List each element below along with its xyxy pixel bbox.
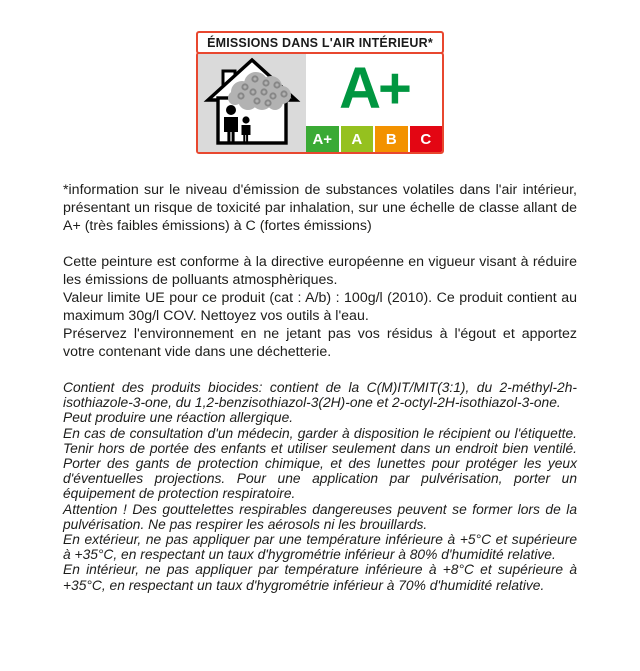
regulatory-paragraph: Cette peinture est conforme à la directive européenne en vigueur visant à réduire les émissions de polluants atmosphèriques. [63,254,577,288]
rating-scale [306,126,442,152]
scale-box-c: C [410,126,443,152]
scale-box-a-plus: A+ [306,126,339,152]
regulatory-paragraph: Valeur limite UE pour ce produit (cat : A/b) : 100g/l (2010). Ce produit contient au maximum 30g/l COV. Nettoyez vos outils à l'eau. [63,290,577,324]
house-emissions-icon [198,54,306,152]
scale-box-a: A [341,126,374,152]
safety-paragraph: En intérieur, ne pas appliquer par température inférieure à +8°C et supérieure à +35°C, en respectant un taux d'hygrométrie inférieur à 70% d'humidité relative. [63,562,577,593]
spacer [63,235,577,253]
label-text [63,181,577,593]
footnote-paragraph: *information sur le niveau d'émission de substances volatiles dans l'air intérieur, présentant un risque de toxicité par inhalation, sur une échelle de classe allant de A+ (très faibles émissions) à C (fortes émissions) [63,182,577,234]
safety-paragraph: En extérieur, ne pas appliquer par une température inférieure à +5°C et supérieure à +35°C, en respectant un taux d'hygrométrie inférieur à 80% d'humidité relative. [63,532,577,563]
badge-title: ÉMISSIONS DANS L'AIR INTÉRIEUR* [196,31,444,54]
badge-logo [196,52,444,154]
safety-paragraph: En cas de consultation d'un médecin, garder à disposition le récipient ou l'étiquette. Tenir hors de portée des enfants et utiliser seulement dans un endroit bien ventilé. Porter des gants de protection chimique, et des lunettes pour protéger les yeux d'éventuelles projections. Pour une application par pulvérisation, porter un équipement de protection respiratoire. [63,425,577,502]
safety-paragraph: Peut produire une réaction allergique. [63,410,294,426]
safety-paragraph: Attention ! Des gouttelettes respirables dangereuses peuvent se former lors de la pulvérisation. Ne pas respirer les aérosols ni les brouillards. [63,501,577,532]
regulatory-paragraph: Préservez l'environnement en ne jetant pas vos résidus à l'égout et apportez votre contenant vide dans une déchetterie. [63,326,577,360]
safety-section [63,380,577,593]
scale-box-b: B [375,126,408,152]
safety-paragraph: Contient des produits biocides: contient de la C(M)IT/MIT(3:1), du 2-méthyl-2h-isothiazole-3-one, du 1,2-benzisothiazol-3(2H)-one et 2-octyl-2H-isothiazol-3-one. [63,380,577,411]
air-emissions-label [196,31,444,154]
rating-value: A+ [339,56,409,121]
